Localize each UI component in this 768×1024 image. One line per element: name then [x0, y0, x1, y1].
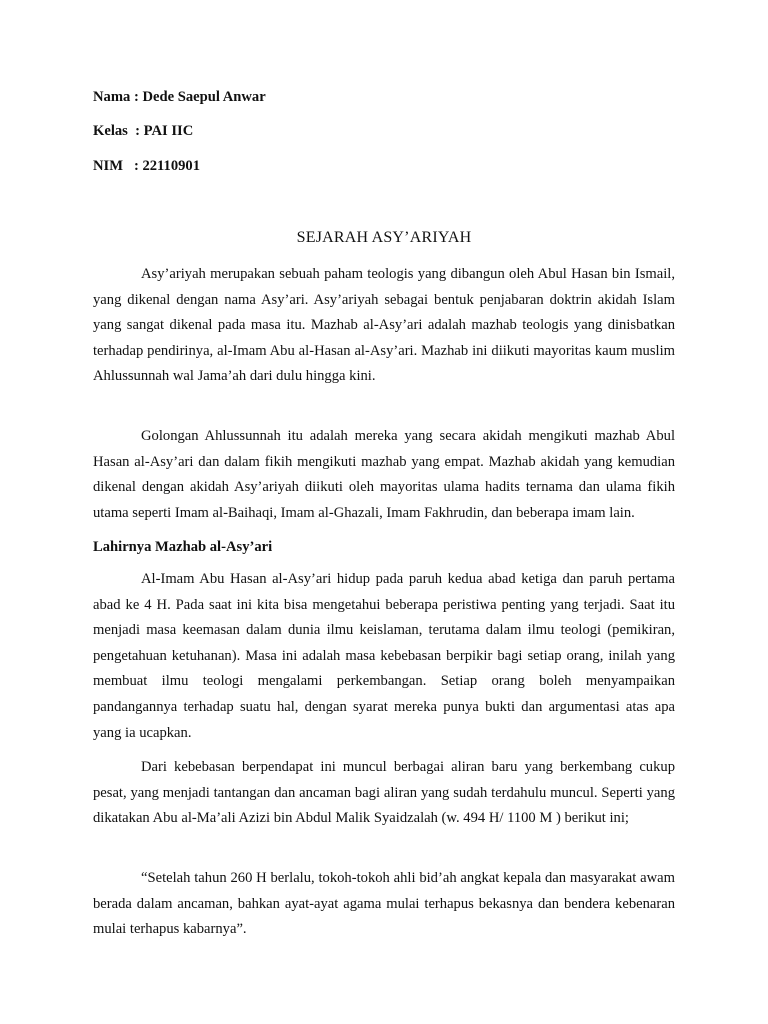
document-title: SEJARAH ASY’ARIYAH — [296, 229, 472, 246]
student-name: Nama : Dede Saepul Anwar — [93, 89, 266, 105]
paragraph-4: Dari kebebasan berpendapat ini muncul berbagai aliran baru yang berkembang cukup pesat, yang menjadi tantangan dan ancaman bagi aliran yang sudah terdahulu muncul. Seperti yang dikatakan Abu al-Ma’ali Azizi bin Abdul Malik Syaidzalah (w. 494 H/ 1100 M ) berikut ini; — [93, 759, 675, 827]
section-heading: Lahirnya Mazhab al-Asy’ari — [93, 539, 273, 555]
paragraph-1: Asy’ariyah merupakan sebuah paham teologis yang dibangun oleh Abul Hasan bin Ismail, yang dikenal dengan nama Asy’ari. Asy’ariyah sebagai bentuk penjabaran doktrin akidah Islam yang sangat dikenal pada masa itu. Mazhab al-Asy’ari adalah mazhab teologis yang dinisbatkan terhadap pendirinya, al-Imam Abu al-Hasan al-Asy’ari. Mazhab ini diikuti mayoritas kaum muslim Ahlussunnah wal Jama’ah dari dulu hingga kini. — [93, 266, 675, 385]
quote-paragraph: “Setelah tahun 260 H berlalu, tokoh-tokoh ahli bid’ah angkat kepala dan masyarakat awam berada dalam ancaman, bahkan ayat-ayat agama mulai terhapus bekasnya dan bendera kebenaran mulai terhapus kabarnya”. — [93, 870, 675, 938]
student-nim: NIM : 22110901 — [93, 158, 201, 174]
student-class: Kelas : PAI IIC — [93, 123, 194, 139]
paragraph-2: Golongan Ahlussunnah itu adalah mereka yang secara akidah mengikuti mazhab Abul Hasan al-Asy’ari dan dalam fikih mengikuti mazhab yang empat. Mazhab akidah yang kemudian dikenal dengan akidah Asy’ariyah diikuti oleh mayoritas ulama hadits ternama dan ulama fikih utama seperti Imam al-Baihaqi, Imam al-Ghazali, Imam Fakhrudin, dan beberapa imam lain. — [93, 428, 675, 521]
paragraph-3: Al-Imam Abu Hasan al-Asy’ari hidup pada paruh kedua abad ketiga dan paruh pertama abad ke 4 H. Pada saat ini kita bisa mengetahui beberapa peristiwa penting yang terjadi. Saat itu menjadi masa keemasan dalam dunia ilmu keislaman, terutama dalam ilmu teologi (pemikiran, pengetahuan ketuhanan). Masa ini adalah masa kebebasan berpikir bagi setiap orang, inilah yang membuat ilmu teologi mengalami perkembangan. Setiap orang boleh menyampaikan pandangannya terhadap suatu hal, dengan syarat mereka punya bukti dan argumentasi atas apa yang ia ucapkan. — [93, 571, 675, 741]
